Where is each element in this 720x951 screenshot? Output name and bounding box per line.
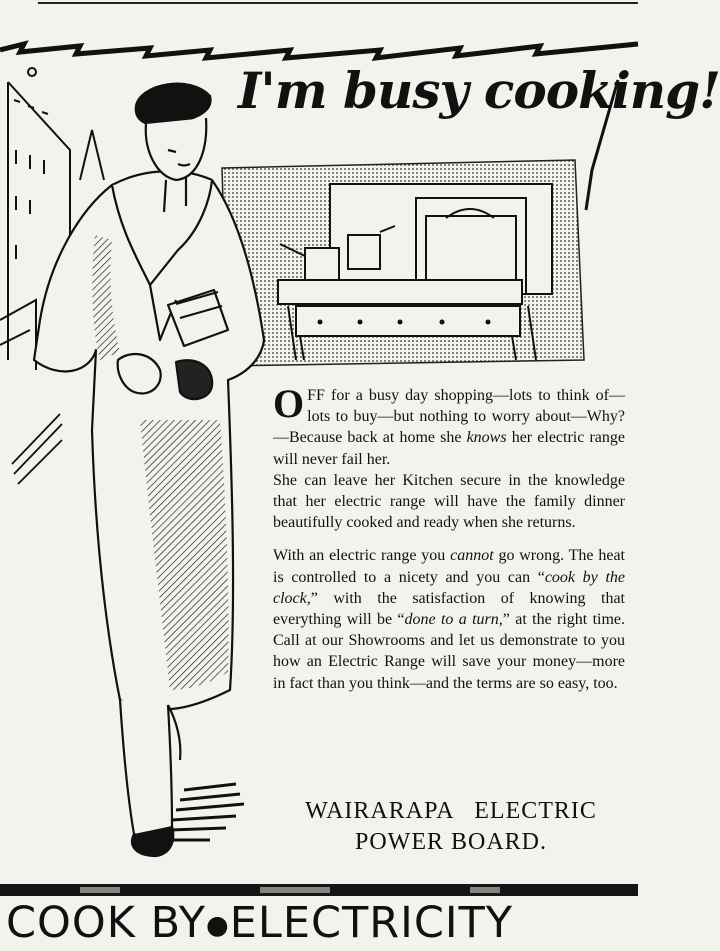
- top-rule: [38, 2, 638, 4]
- advertiser-signature: [276, 796, 626, 858]
- paragraph-3-text-c: ” with the satisfaction of knowing that everything will be “: [273, 589, 625, 629]
- headline: I'm busy cooking!: [238, 61, 720, 120]
- bottom-rule: [0, 884, 638, 896]
- paragraph-2-text: She can leave her Kitchen secure in the knowledge that her electric range will have the family dinner beautifully cooked and ready when she returns.: [273, 471, 625, 532]
- slogan-banner: [6, 898, 638, 948]
- paragraph-1: [273, 381, 625, 533]
- slogan-part-2: ELECTRICITY: [229, 898, 514, 948]
- paragraph-3-text-b: go wrong. The heat is controlled to a nicety and you can “: [273, 547, 625, 586]
- curb-lines-icon: [12, 414, 62, 484]
- signature-line-2: POWER BOARD.: [354, 829, 547, 855]
- paragraph-3: [273, 545, 625, 693]
- paragraph-3-emphasis-cannot: cannot: [450, 547, 494, 565]
- slogan-bullet: ●: [206, 910, 230, 941]
- body-copy: [273, 381, 626, 706]
- slogan-part-1: COOK BY: [6, 898, 206, 948]
- paragraph-1-emphasis: knows: [466, 429, 507, 447]
- signature-line-1: WAIRARAPA ELECTRIC: [305, 798, 597, 824]
- paragraph-1-tail: her electric range will never fail her.: [273, 429, 625, 468]
- drop-cap: O: [273, 381, 305, 426]
- electric-range-icon: [222, 160, 584, 366]
- ground-shadow-icon: [168, 784, 244, 840]
- paragraph-1-text: FF for a busy day shopping—lots to think of—lots to buy—but nothing to worry about—Why?—Because back at home she: [273, 387, 625, 447]
- paragraph-3-emphasis-turn: done to a turn,: [404, 611, 503, 629]
- paragraph-3-text-d: ” at the right time. Call at our Showrooms and let us demonstrate to you how an Electric Range will save your money—more in fact than you think—and the terms are so easy, too.: [273, 611, 626, 692]
- paragraph-3-text-a: With an electric range you: [273, 547, 451, 565]
- paragraph-3-emphasis-clock: cook by the clock,: [273, 568, 625, 607]
